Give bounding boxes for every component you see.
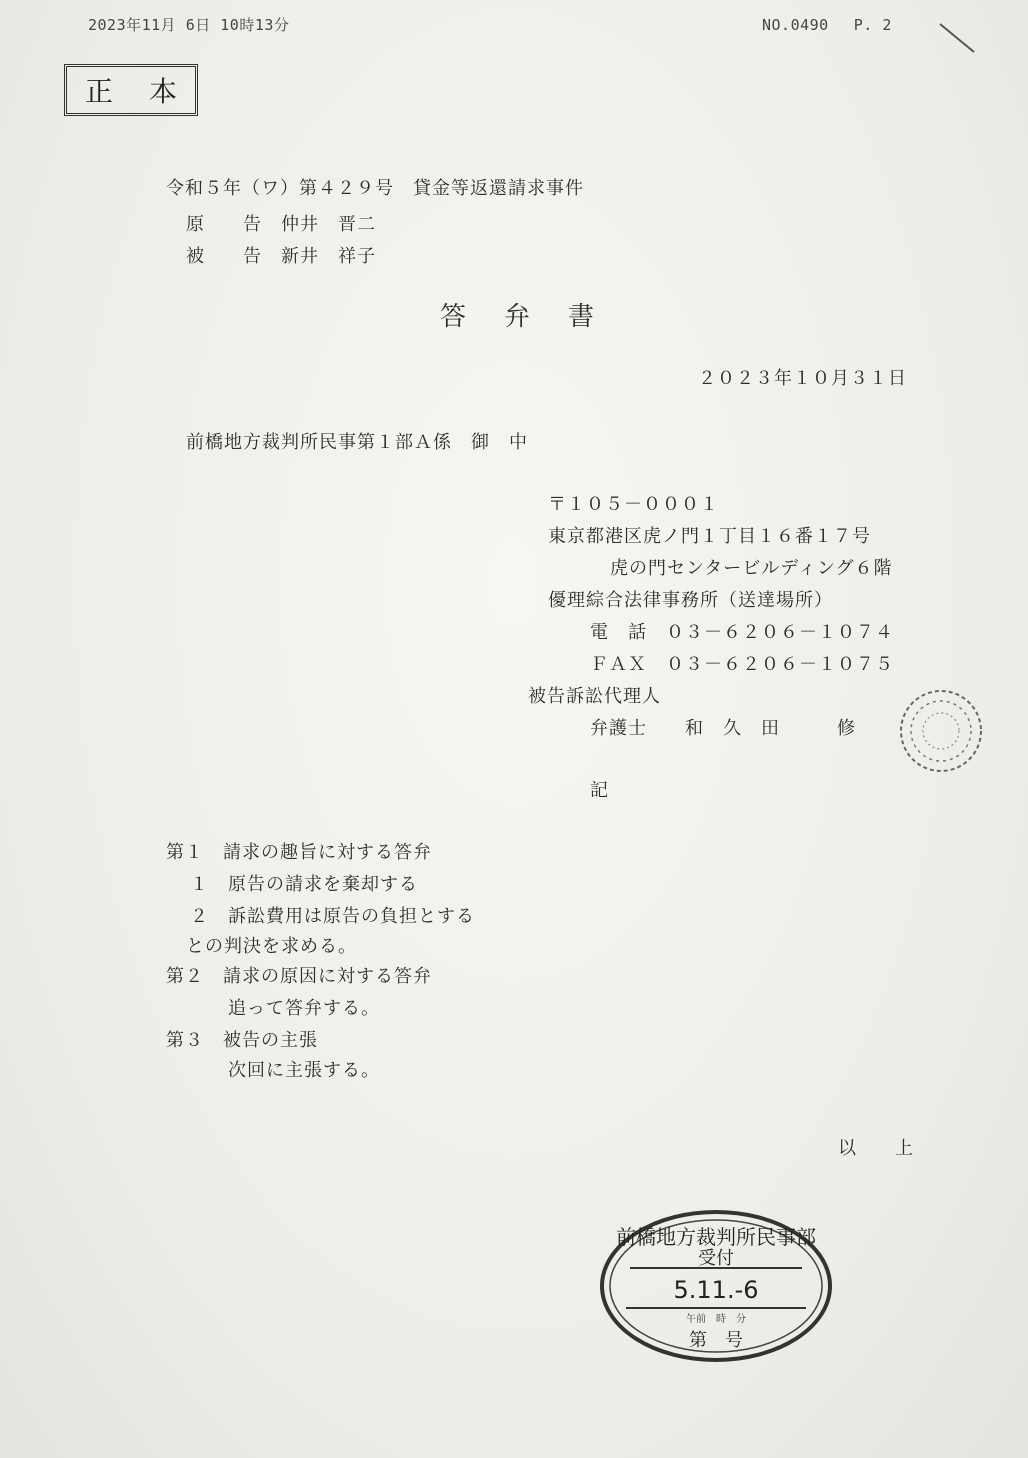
court-received-stamp — [596, 1206, 836, 1366]
document-title: 答弁書 — [440, 302, 633, 332]
stamp-date: 5.11.-6 — [673, 1276, 759, 1304]
body-section-2: 第２ 請求の原因に対する答弁 — [166, 966, 432, 987]
attorney-name: 弁護士 和 久 田 修 — [590, 718, 856, 739]
fax-number: ＦＡＸ ０３－６２０６－１０７５ — [590, 654, 894, 675]
stamp-label: 受付 — [698, 1248, 734, 1269]
fax-datetime: 2023年11月 6日 10時13分 — [88, 16, 290, 34]
body-judgment: との判決を求める。 — [186, 936, 357, 957]
seal-char-right: 本 — [148, 75, 177, 108]
closing-mark: 以 上 — [838, 1138, 914, 1159]
ki-marker: 記 — [590, 780, 609, 801]
body-section-2-text: 追って答弁する。 — [228, 998, 380, 1019]
law-office: 優理綜合法律事務所（送達場所） — [548, 590, 833, 611]
document-date: ２０２３年１０月３１日 — [698, 368, 907, 389]
plaintiff: 原 告 仲井 晋二 — [186, 214, 376, 235]
postal-code: 〒１０５－０００１ — [548, 494, 719, 515]
fax-page-ref: NO.0490 P. 2 — [762, 16, 892, 34]
stamp-number: 第 号 — [689, 1330, 743, 1351]
body-item-2: ２ 訴訟費用は原告の負担とする — [190, 906, 475, 927]
address-line-1: 東京都港区虎ノ門１丁目１６番１７号 — [548, 526, 871, 547]
seal-char-left: 正 — [84, 75, 113, 108]
original-copy-seal — [64, 64, 198, 116]
case-number: 令和５年（ワ）第４２９号 貸金等返還請求事件 — [166, 178, 584, 199]
attorney-role: 被告訴訟代理人 — [528, 686, 661, 707]
address-line-2: 虎の門センタービルディング６階 — [610, 558, 893, 579]
defendant: 被 告 新井 祥子 — [186, 246, 376, 267]
body-section-1: 第１ 請求の趣旨に対する答弁 — [166, 842, 432, 863]
stamp-time-row: 午前 時 分 — [686, 1314, 746, 1325]
corner-mark — [938, 22, 978, 58]
stamp-court-name: 前橋地方裁判所民事部 — [616, 1225, 816, 1249]
attorney-seal-stamp — [896, 686, 986, 776]
telephone: 電 話 ０３－６２０６－１０７４ — [590, 622, 894, 643]
body-section-3: 第３ 被告の主張 — [166, 1030, 318, 1051]
addressee: 前橋地方裁判所民事第１部Ａ係 御 中 — [186, 432, 528, 453]
body-item-1: １ 原告の請求を棄却する — [190, 874, 418, 895]
body-section-3-text: 次回に主張する。 — [228, 1060, 380, 1081]
